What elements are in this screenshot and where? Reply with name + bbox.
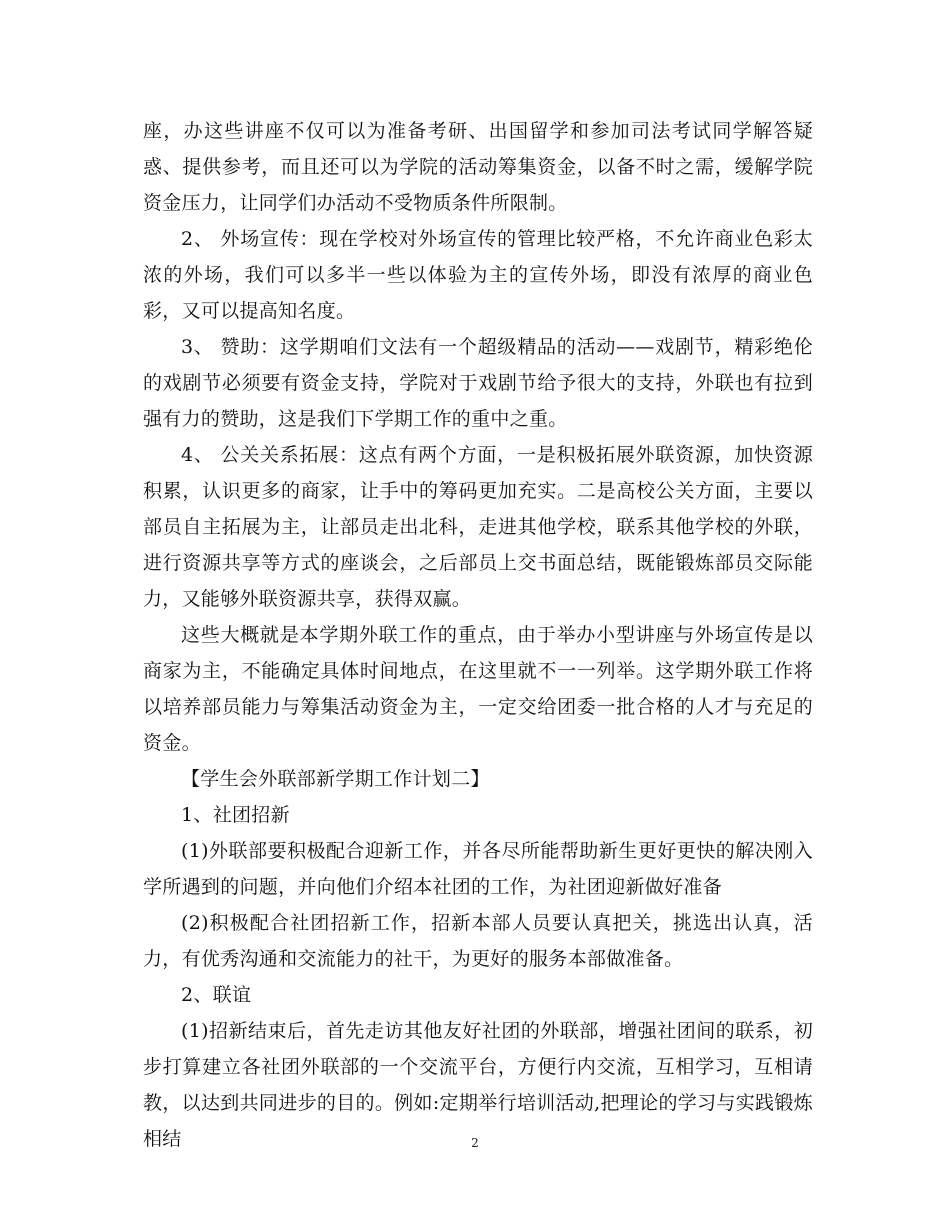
page-number: 2 bbox=[471, 1136, 479, 1150]
paragraph-recruitment-2: (2)积极配合社团招新工作，招新本部人员要认真把关，挑选出认真，活力，有优秀沟通和交流能力的社干，为更好的服务本部做准备。 bbox=[143, 912, 813, 970]
paragraph-sponsorship: 3、 赞助：这学期咱们文法有一个超级精品的活动——戏剧节，精彩绝伦的戏剧节必须要有资金支持，学院对于戏剧节给予很大的支持，外联也有拉到强有力的赞助，这是我们下学期工作的重中之重。 bbox=[143, 336, 813, 430]
section-heading-plan-two: 【学生会外联部新学期工作计划二】 bbox=[181, 768, 490, 790]
document-body bbox=[143, 113, 813, 1157]
subheading-fellowship: 2、联谊 bbox=[181, 984, 252, 1006]
paragraph-outdoor-promotion: 2、 外场宣传：现在学校对外场宣传的管理比较严格，不允许商业色彩太浓的外场，我们可以多半一些以体验为主的宣传外场，即没有浓厚的商业色彩，又可以提高知名度。 bbox=[143, 228, 813, 322]
paragraph-continuation: 座，办这些讲座不仅可以为准备考研、出国留学和参加司法考试同学解答疑惑、提供参考，而且还可以为学院的活动筹集资金，以备不时之需，缓解学院资金压力，让同学们办活动不受物质条件所限制。 bbox=[143, 120, 813, 214]
paragraph-summary: 这些大概就是本学期外联工作的重点，由于举办小型讲座与外场宣传是以商家为主，不能确定具体时间地点，在这里就不一一列举。这学期外联工作将以培养部员能力与筹集活动资金为主，一定交给团委一批合格的人才与充足的资金。 bbox=[143, 624, 813, 754]
subheading-recruitment: 1、社团招新 bbox=[181, 804, 290, 826]
paragraph-recruitment-1: (1)外联部要积极配合迎新工作，并各尽所能帮助新生更好更快的解决刚入学所遇到的问题，并向他们介绍本社团的工作，为社团迎新做好准备 bbox=[143, 840, 813, 898]
paragraph-public-relations: 4、 公关关系拓展：这点有两个方面，一是积极拓展外联资源，加快资源积累，认识更多的商家，让手中的筹码更加充实。二是高校公关方面，主要以部员自主拓展为主，让部员走出北科，走进其他学校，联系其他学校的外联，进行资源共享等方式的座谈会，之后部员上交书面总结，既能锻炼部员交际能力，又能够外联资源共享，获得双赢。 bbox=[143, 444, 813, 610]
paragraph-fellowship-1: (1)招新结束后，首先走访其他友好社团的外联部，增强社团间的联系，初步打算建立各社团外联部的一个交流平台，方便行内交流，互相学习，互相请教，以达到共同进步的目的。例如:定期举行培训活动,把理论的学习与实践锻炼相结 bbox=[143, 1020, 813, 1150]
